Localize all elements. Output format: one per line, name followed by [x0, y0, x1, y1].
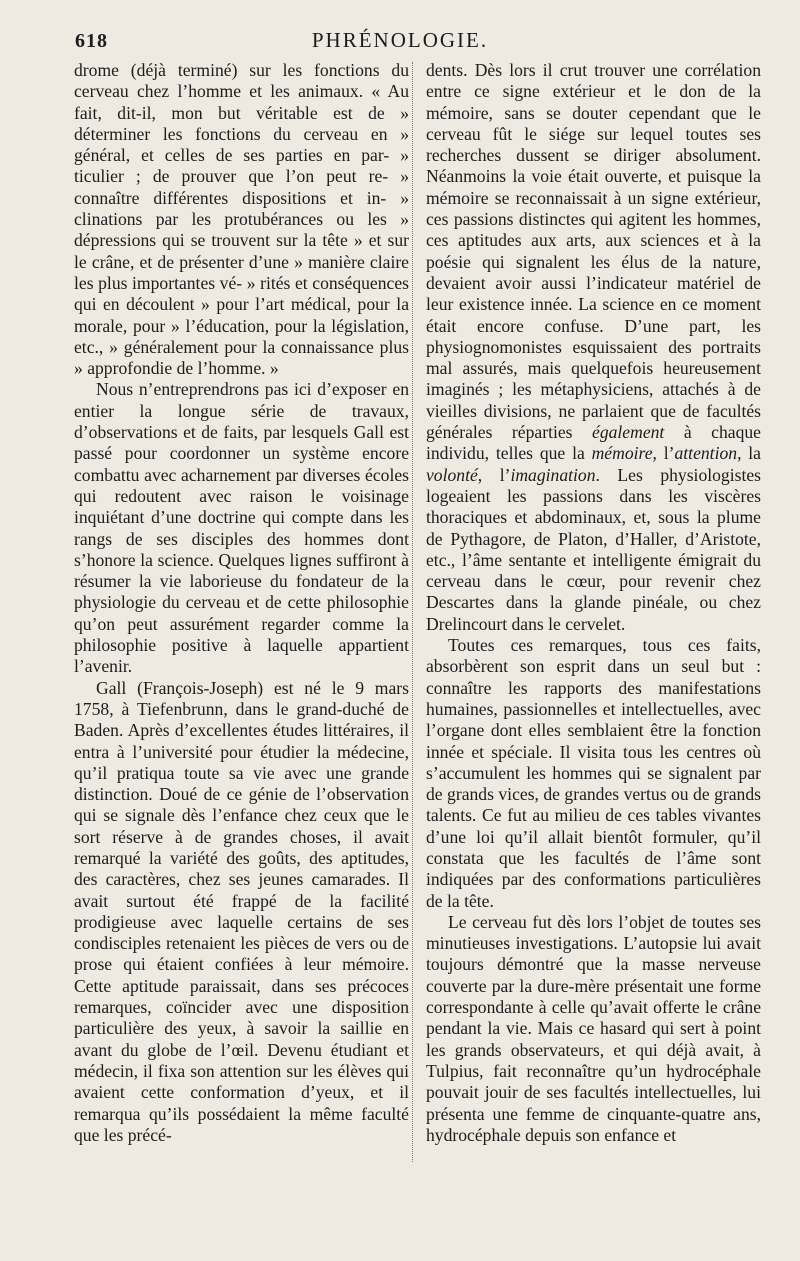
italic-term: mémoire	[591, 443, 653, 464]
right-column	[426, 60, 761, 1146]
paragraph: Le cerveau fut dès lors l’objet de toutes ses minutieuses investigations. L’autopsie lui avait toujours démontré que la masse nerveuse couverte par la dure-mère présentait une forme correspondante à celle qu’avait offerte le crâne pendant la vie. Mais ce hasard qui sert à point les grands observateurs, et qui déjà avait, à Tulpius, fait reconnaître qu’un hydrocéphale pouvait jouir de ses facultés intellectuelles, lui présenta une femme de cinquante-quatre ans, hydrocéphale depuis son enfance et	[426, 911, 761, 1145]
paragraph: Gall (François-Joseph) est né le 9 mars 1758, à Tiefenbrunn, dans le grand-duché de Baden. Après d’excellentes études littéraires, il entra à l’université pour étudier la médecine, qu’il pratiqua toute sa vie avec une grande distinction. Doué de ce génie de l’observation qui se signale dès l’enfance chez ceux que le sort réserve à de grandes choses, il avait remarqué la variété des goûts, des aptitudes, des caractères, chez ses jeunes camarades. Il avait surtout été frappé de la facilité prodigieuse avec laquelle certains de ses condisciples retenaient les pièces de vers ou de prose qui étaient confiées à leur mémoire. Cette aptitude paraissait, dans ses précoces remarques, coïncider avec une disposition particulière des yeux, à savoir la saillie en avant du globe de l’œil. Devenu étudiant et médecin, il fixa son attention sur les élèves qui avaient cette conformation d’yeux, et il remarqua qu’ils possédaient la même faculté que les précé-	[74, 677, 409, 1145]
left-column	[74, 60, 409, 1146]
text-run: . Les physiologistes logeaient les passions dans les viscères thoraciques et abdominaux, et, sous la plume de Pythagore, de Platon, d’Haller, d’Aristote, etc., l’âme sentante et intelligente émigrait du cerveau dans le cœur, pour revenir chez Descartes dans la glande pinéale, ou chez Drelincourt dans le cervelet.	[426, 464, 761, 634]
text-run: , la	[737, 443, 761, 464]
italic-term: imagination	[510, 464, 596, 485]
page-number: 618	[75, 30, 108, 52]
column-divider	[412, 62, 413, 1162]
text-run: à chaque individu, telles que la	[426, 422, 761, 464]
italic-term: également	[592, 422, 665, 443]
page-header	[62, 28, 738, 54]
paragraph: Toutes ces remarques, tous ces faits, absorbèrent son esprit dans un seul but : connaître les rapports des manifestations humaines, passionnelles et intellectuelles, avec l’organe dont elles semblaient être la fonction innée et spéciale. Il visita tous les centres où s’accumulent les hommes qui se signalent par de grands vices, de grandes vertus ou de grands talents. Ce fut au milieu de ces tables vivantes d’une loi qu’il allait bientôt formuler, qu’il constata que les facultés de l’âme sont indiquées par des conformations particulières de la tête.	[426, 635, 761, 911]
text-run: , l’	[652, 443, 675, 464]
paragraph: drome (déjà terminé) sur les fonctions du cerveau chez l’homme et les animaux. « Au fait, dit-il, mon but véritable est de » déterminer les fonctions du cerveau en » général, et celles de ses parties en par- » ticulier ; de prouver que l’on peut re- » connaître différentes dispositions et in- » clinations par les protubérances ou les » dépressions qui se trouvent sur la tête » et sur le crâne, et de présenter d’une » manière claire les plus importantes vé- » rités et conséquences qui en découlent » pour l’art médical, pour la morale, pour » l’éducation, pour la législation, etc., » généralement pour la connaissance plus » approfondie de l’homme. »	[74, 60, 409, 379]
paragraph: Nous n’entreprendrons pas ici d’exposer en entier la longue série de travaux, d’observations et de faits, par lesquels Gall est passé pour coordonner un système encore combattu avec acharnement par diverses écoles qui redoutent avec raison le voisinage inquiétant d’une doctrine qui compte dans les rangs de ses disciples des hommes dont s’honore la science. Quelques lignes suffiront à résumer la vie laborieuse du fondateur de la physiologie du cerveau et de cette philosophie qu’on peut assurément regarder comme la philosophie positive à laquelle appartient l’avenir.	[74, 379, 409, 677]
paragraph	[426, 60, 761, 635]
italic-term: attention	[674, 443, 738, 464]
text-run: , l’	[477, 464, 511, 485]
italic-term: volonté	[426, 464, 478, 485]
running-title: PHRÉNOLOGIE.	[311, 28, 489, 52]
text-run: dents. Dès lors il crut trouver une corrélation entre ce signe extérieur et le don de la mémoire, sans se douter cependant que le cerveau fût le siége sur lequel toutes ses recherches dussent se diriger absolument. Néanmoins la voie était ouverte, et puisque la mémoire se reconnaissait à un signe extérieur, ces passions distinctes qui agitent les hommes, ces aptitudes aux arts, aux sciences et à la poésie qui signalent les élus de la nature, devaient avoir aussi l’indicateur matériel de leur existence innée. La science en ce moment était encore confuse. D’une part, les physiognomonistes esquissaient des portraits mal assurés, mais quelquefois heureusement imaginés ; les métaphysiciens, attachés à de vieilles divisions, ne parlaient que de facultés générales réparties	[426, 60, 761, 443]
